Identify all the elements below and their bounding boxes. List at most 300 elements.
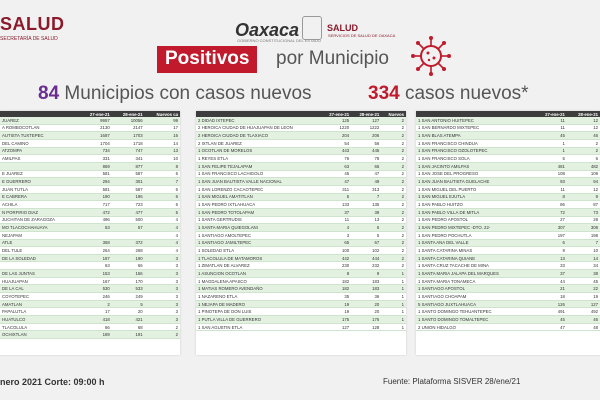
- value-cell: 264: [79, 247, 112, 255]
- table-row: [196, 193, 406, 201]
- municipio-name-cell: ACHILA: [0, 201, 79, 209]
- value-cell: 3: [145, 308, 180, 316]
- municipio-name-cell: AUTISTA TUXTEPEC: [0, 132, 79, 140]
- municipio-name-cell: DEL CAMINO: [0, 139, 79, 147]
- state-seal-icon: [302, 16, 322, 40]
- table-row: [416, 231, 600, 239]
- municipio-name-cell: 1 SAN JUAN BAUTISTA GUELACHE: [416, 178, 534, 186]
- value-cell: 65: [321, 239, 351, 247]
- municipio-name-cell: 1 SAN FRANCISCO SOLA: [416, 155, 534, 163]
- table-row: [0, 331, 180, 339]
- municipio-name-cell: 1 SAN MIGUEL EJUTLA: [416, 193, 534, 201]
- value-cell: 2: [381, 117, 406, 124]
- value-cell: 34: [567, 262, 600, 270]
- value-cell: 2: [381, 147, 406, 155]
- table-row: [0, 247, 180, 255]
- value-cell: 20: [351, 308, 381, 316]
- municipio-name-cell: 1 SANTA MARIA TONAMECA: [416, 277, 534, 285]
- value-cell: 246: [79, 293, 112, 301]
- value-cell: 533: [112, 285, 145, 293]
- value-cell: 76: [321, 155, 351, 163]
- municipio-name-cell: 1 SAN PABLO HUITZO: [416, 201, 534, 209]
- table-row: [416, 270, 600, 278]
- value-cell: 11: [534, 185, 567, 193]
- value-cell: 1: [381, 285, 406, 293]
- table-header-cell: 27-ene-21: [534, 111, 567, 117]
- value-cell: 1704: [79, 139, 112, 147]
- municipio-name-cell: 1 SAN ANTONIO HUITEPEC: [416, 117, 534, 124]
- table-row: [196, 293, 406, 301]
- municipio-name-cell: 1 SANTIAGO CHOAPAM: [416, 293, 534, 301]
- value-cell: 230: [321, 262, 351, 270]
- value-cell: 2: [79, 300, 112, 308]
- value-cell: 9: [351, 270, 381, 278]
- table-header-cell: 27-ene-21: [321, 111, 351, 117]
- municipio-name-cell: 1 SAN JACINTO AMILPAS: [416, 162, 534, 170]
- value-cell: 38: [567, 270, 600, 278]
- table-row: [0, 132, 180, 140]
- value-cell: 5: [145, 208, 180, 216]
- value-cell: 587: [112, 170, 145, 178]
- municipio-name-cell: DE LA SOLEDAD: [0, 254, 79, 262]
- municipio-name-cell: 1 SANTIAGO JAMILTEPEC: [196, 239, 321, 247]
- municipio-table: [196, 111, 406, 331]
- table-row: [196, 285, 406, 293]
- value-cell: 19: [567, 293, 600, 301]
- value-cell: 4: [145, 239, 180, 247]
- table-row: [0, 139, 180, 147]
- table-header-cell: 27-ene-21: [79, 111, 112, 117]
- value-cell: 1: [381, 270, 406, 278]
- value-cell: 1: [381, 323, 406, 331]
- table-row: [196, 239, 406, 247]
- table-row: [416, 208, 600, 216]
- municipio-name-cell: OCHIXTLAN: [0, 331, 79, 339]
- municipio-name-cell: 1 SAN PEDRO APOSTOL: [416, 216, 534, 224]
- value-cell: 491: [534, 308, 567, 316]
- municipio-name-cell: 1 SAN BERNARDO MIXTEPEC: [416, 124, 534, 132]
- value-cell: 2: [381, 239, 406, 247]
- table-row: [196, 185, 406, 193]
- value-cell: 22: [567, 285, 600, 293]
- value-cell: 442: [321, 254, 351, 262]
- municipio-name-cell: 1 SANTIAGO APOSTOL: [416, 285, 534, 293]
- value-cell: 48: [567, 323, 600, 331]
- table-row: [0, 193, 180, 201]
- municipio-name-cell: 1 SAN FRANCISCO OZOLOTEPEC: [416, 147, 534, 155]
- value-cell: 3: [145, 262, 180, 270]
- value-cell: 13: [145, 147, 180, 155]
- value-cell: 2: [381, 231, 406, 239]
- value-cell: 7: [351, 193, 381, 201]
- value-cell: 100: [321, 247, 351, 255]
- municipio-name-cell: 1 NEJAPA DE MADERO: [196, 300, 321, 308]
- table-row: [196, 231, 406, 239]
- table-row: [0, 162, 180, 170]
- municipio-name-cell: 1 SAN FRANCISCO LACHIGOLO: [196, 170, 321, 178]
- municipio-name-cell: MO TLACOCHAHUAYA: [0, 224, 79, 232]
- value-cell: 108: [534, 170, 567, 178]
- table-row: [196, 147, 406, 155]
- value-cell: 6: [145, 193, 180, 201]
- value-cell: 63: [321, 162, 351, 170]
- table-header-cell: 28-ene-21: [351, 111, 381, 117]
- table-header-cell: Nuevos ca: [145, 111, 180, 117]
- value-cell: 421: [112, 316, 145, 324]
- table-row: [416, 247, 600, 255]
- municipio-table: [416, 111, 600, 331]
- municipio-name-cell: JUAREZ: [0, 117, 79, 124]
- value-cell: 127: [351, 117, 381, 124]
- value-cell: 197: [534, 231, 567, 239]
- casos-summary: [368, 83, 529, 105]
- table-row: [196, 201, 406, 209]
- municipios-count: 84: [38, 83, 60, 104]
- value-cell: 869: [79, 162, 112, 170]
- value-cell: 445: [351, 147, 381, 155]
- value-cell: 3: [145, 285, 180, 293]
- value-cell: 133: [321, 201, 351, 209]
- table-row: [0, 117, 180, 124]
- value-cell: 153: [79, 270, 112, 278]
- oaxaca-logo-sub: GOBIERNO CONSTITUCIONAL DEL ESTADO: [237, 38, 321, 43]
- value-cell: 46: [567, 132, 600, 140]
- table-row: [0, 270, 180, 278]
- value-cell: 3: [321, 231, 351, 239]
- municipio-name-cell: [0, 262, 79, 270]
- value-cell: 1703: [112, 132, 145, 140]
- municipio-name-cell: NEJAPAM: [0, 231, 79, 239]
- source-note: Fuente: Plataforma SISVER 28/ene/21: [383, 377, 521, 386]
- municipio-name-cell: N PORFIRIO DIAZ: [0, 208, 79, 216]
- table-row: [416, 170, 600, 178]
- value-cell: 311: [321, 185, 351, 193]
- value-cell: 294: [79, 178, 112, 186]
- municipio-name-cell: 1 SAN PABLO VILLA DE MITLA: [416, 208, 534, 216]
- table-row: [196, 155, 406, 163]
- value-cell: 2: [381, 262, 406, 270]
- value-cell: 2: [381, 170, 406, 178]
- value-cell: 109: [567, 170, 600, 178]
- value-cell: 67: [351, 239, 381, 247]
- table-row: [0, 124, 180, 132]
- value-cell: 2: [145, 331, 180, 339]
- table-row: [196, 224, 406, 232]
- value-cell: 2: [567, 139, 600, 147]
- value-cell: 12: [567, 124, 600, 132]
- value-cell: 19: [321, 300, 351, 308]
- table-row: [196, 124, 406, 132]
- table-row: [0, 293, 180, 301]
- value-cell: 20: [112, 308, 145, 316]
- municipio-name-cell: 1 SAN LORENZO CACAOTEPEC: [196, 185, 321, 193]
- value-cell: 477: [112, 208, 145, 216]
- municipio-name-cell: 1 SAN PEDRO POCHUTLA: [416, 231, 534, 239]
- table-row: [0, 277, 180, 285]
- value-cell: 444: [351, 254, 381, 262]
- salud-logo-left-sub: SECRETARÍA DE SALUD: [0, 36, 58, 42]
- municipio-name-cell: TLACOLULA: [0, 323, 79, 331]
- value-cell: 14: [567, 254, 600, 262]
- value-cell: 8: [321, 270, 351, 278]
- value-cell: 877: [112, 162, 145, 170]
- municipio-name-cell: 1 SAN PEDRO IXTLAHUACA: [196, 201, 321, 209]
- municipio-name-cell: 1 REYES ETLA: [196, 155, 321, 163]
- table-row: [0, 208, 180, 216]
- value-cell: 47: [351, 170, 381, 178]
- table-row: [0, 254, 180, 262]
- value-cell: 204: [321, 132, 351, 140]
- cutoff-date: nero 2021 Corte: 09:00 h: [0, 377, 105, 387]
- value-cell: 176: [351, 316, 381, 324]
- title-highlight: Positivos: [157, 46, 257, 73]
- value-cell: 47: [534, 323, 567, 331]
- value-cell: 3: [145, 300, 180, 308]
- value-cell: 496: [79, 216, 112, 224]
- municipio-name-cell: 1 SANTA GERTRUDIS: [196, 216, 321, 224]
- table-row: [416, 201, 600, 209]
- municipio-name-cell: ATZOMPA: [0, 147, 79, 155]
- value-cell: 717: [79, 201, 112, 209]
- value-cell: 20: [351, 300, 381, 308]
- table-panel-3: [416, 111, 600, 355]
- table-row: [416, 117, 600, 124]
- value-cell: 183: [351, 277, 381, 285]
- value-cell: 86: [534, 201, 567, 209]
- table-row: [196, 308, 406, 316]
- table-row: [196, 170, 406, 178]
- value-cell: 368: [79, 239, 112, 247]
- value-cell: 11: [534, 124, 567, 132]
- municipio-table: [0, 111, 180, 339]
- value-cell: 198: [567, 231, 600, 239]
- municipio-name-cell: ATLE: [0, 239, 79, 247]
- value-cell: 102: [351, 247, 381, 255]
- salud-logo-left: [0, 14, 65, 42]
- table-row: [196, 254, 406, 262]
- table-row: [196, 270, 406, 278]
- table-row: [196, 117, 406, 124]
- municipio-name-cell: 1 TLACOLULA DE MATAMOROS: [196, 254, 321, 262]
- value-cell: 189: [79, 331, 112, 339]
- value-cell: 78: [351, 155, 381, 163]
- value-cell: 175: [321, 316, 351, 324]
- value-cell: 307: [534, 224, 567, 232]
- municipio-name-cell: 1 SAN JOSE DEL PROGRESO: [416, 170, 534, 178]
- value-cell: 2: [381, 216, 406, 224]
- value-cell: 6: [145, 201, 180, 209]
- municipio-name-cell: 2 HEROICA CIUDAD DE HUAJUAPAN DE LEON: [196, 124, 321, 132]
- table-row: [416, 293, 600, 301]
- table-header-cell: 28-ene-21: [112, 111, 145, 117]
- value-cell: 6: [145, 185, 180, 193]
- value-cell: 3: [145, 277, 180, 285]
- value-cell: 127: [321, 323, 351, 331]
- value-cell: 93: [534, 178, 567, 186]
- table-row: [416, 147, 600, 155]
- value-cell: 126: [534, 300, 567, 308]
- municipios-text: Municipios con casos nuevos: [64, 83, 312, 104]
- municipio-name-cell: 1 MATIAS ROMERO AVENDAÑO: [196, 285, 321, 293]
- table-row: [416, 193, 600, 201]
- municipio-name-cell: 2 UNION HIDALGO: [416, 323, 534, 331]
- municipio-name-cell: 1 SAN AGUSTIN ETLA: [196, 323, 321, 331]
- value-cell: 2147: [112, 124, 145, 132]
- municipio-name-cell: 1 SANTA ANA DEL VALLE: [416, 239, 534, 247]
- value-cell: 2: [381, 247, 406, 255]
- table-row: [196, 132, 406, 140]
- municipio-name-cell: 1 SANTO DOMINGO TEHUANTEPEC: [416, 308, 534, 316]
- table-row: [196, 247, 406, 255]
- value-cell: 1: [381, 316, 406, 324]
- oaxaca-logo: Oaxaca: [235, 20, 300, 40]
- value-cell: 372: [112, 239, 145, 247]
- value-cell: 6: [534, 239, 567, 247]
- municipio-name-cell: 1 PINOTEPA DE DON LUIS: [196, 308, 321, 316]
- value-cell: 268: [112, 247, 145, 255]
- value-cell: 182: [321, 277, 351, 285]
- table-row: [416, 124, 600, 132]
- salud-logo-right: SALUD: [327, 23, 358, 33]
- value-cell: 2: [381, 162, 406, 170]
- value-cell: 12: [567, 185, 600, 193]
- municipio-name-cell: 1 SANTA MARIA JALAPA DEL MARQUES: [416, 270, 534, 278]
- value-cell: 68: [112, 323, 145, 331]
- municipio-name-cell: 1 SANTIAGO AMOLTEPEC: [196, 231, 321, 239]
- value-cell: 500: [112, 216, 145, 224]
- value-cell: 2: [381, 201, 406, 209]
- value-cell: 492: [567, 308, 600, 316]
- value-cell: 1718: [112, 139, 145, 147]
- table-row: [196, 277, 406, 285]
- table-row: [416, 162, 600, 170]
- value-cell: 94: [567, 178, 600, 186]
- value-cell: 1: [381, 300, 406, 308]
- value-cell: 66: [79, 323, 112, 331]
- table-row: [196, 139, 406, 147]
- value-cell: 196: [112, 193, 145, 201]
- value-cell: 2: [381, 124, 406, 132]
- municipio-name-cell: DEL TULE: [0, 247, 79, 255]
- value-cell: 156: [112, 270, 145, 278]
- value-cell: 4: [145, 231, 180, 239]
- value-cell: 1: [534, 147, 567, 155]
- value-cell: 481: [534, 162, 567, 170]
- value-cell: 53: [79, 224, 112, 232]
- municipio-name-cell: 1 SAN MIGUEL DEL PUERTO: [416, 185, 534, 193]
- municipio-name-cell: 1 SAN PEDRO MIXTEPEC -DTO. 22-: [416, 224, 534, 232]
- value-cell: 167: [79, 277, 112, 285]
- value-cell: 301: [112, 178, 145, 186]
- municipio-name-cell: 1 SANTA CATARINA QUIANE: [416, 254, 534, 262]
- value-cell: 587: [112, 185, 145, 193]
- table-row: [0, 323, 180, 331]
- value-cell: 723: [112, 201, 145, 209]
- value-cell: 17: [79, 308, 112, 316]
- value-cell: 2130: [79, 124, 112, 132]
- table-row: [0, 178, 180, 186]
- value-cell: 3: [145, 293, 180, 301]
- table-row: [0, 185, 180, 193]
- value-cell: 1220: [321, 124, 351, 132]
- municipio-name-cell: 1 NAZARENO ETLA: [196, 293, 321, 301]
- value-cell: 183: [351, 285, 381, 293]
- municipio-name-cell: 1 SANTO DOMINGO TOMALTEPEC: [416, 316, 534, 324]
- value-cell: 443: [321, 147, 351, 155]
- municipio-name-cell: 2 HEROICA CIUDAD DE TLAXIACO: [196, 132, 321, 140]
- municipio-name-cell: 1 SAN MIGUEL AMATITLAN: [196, 193, 321, 201]
- value-cell: 331: [79, 155, 112, 163]
- table-row: [0, 201, 180, 209]
- municipio-name-cell: 1 MAGDALENA APASCO: [196, 277, 321, 285]
- table-panel-2: [196, 111, 406, 355]
- value-cell: 747: [112, 147, 145, 155]
- value-cell: 9: [567, 193, 600, 201]
- value-cell: 2: [381, 155, 406, 163]
- value-cell: 37: [534, 270, 567, 278]
- table-row: [0, 231, 180, 239]
- table-row: [196, 216, 406, 224]
- value-cell: 56: [351, 139, 381, 147]
- table-row: [0, 308, 180, 316]
- value-cell: 49: [351, 178, 381, 186]
- table-row: [0, 239, 180, 247]
- municipio-name-cell: 2 DIDAD IXTEPEC: [196, 117, 321, 124]
- value-cell: [79, 231, 112, 239]
- municipio-name-cell: 1 SANTA CRUZ TACACHE DE MINA: [416, 262, 534, 270]
- table-row: [0, 316, 180, 324]
- table-row: [196, 300, 406, 308]
- value-cell: 3: [145, 270, 180, 278]
- municipios-summary: [38, 83, 312, 105]
- table-row: [0, 216, 180, 224]
- value-cell: 13: [534, 254, 567, 262]
- municipio-name-cell: 1 SAN FRANCISCO CHINDUA: [416, 139, 534, 147]
- municipio-name-cell: COYOTEPEC: [0, 293, 79, 301]
- table-row: [0, 147, 180, 155]
- value-cell: 2: [145, 323, 180, 331]
- municipio-name-cell: 1 ZIMATLAN DE ALVAREZ: [196, 262, 321, 270]
- table-row: [416, 254, 600, 262]
- value-cell: 87: [567, 201, 600, 209]
- value-cell: 170: [112, 277, 145, 285]
- value-cell: 5: [351, 231, 381, 239]
- value-cell: 19: [321, 308, 351, 316]
- table-row: [416, 323, 600, 331]
- value-cell: 2: [381, 132, 406, 140]
- value-cell: 57: [112, 224, 145, 232]
- value-cell: 44: [534, 277, 567, 285]
- value-cell: 190: [112, 254, 145, 262]
- municipio-name-cell: 1 SANTA MARIA QUIEGOLANI: [196, 224, 321, 232]
- table-row: [196, 316, 406, 324]
- value-cell: 2: [381, 254, 406, 262]
- value-cell: 5: [112, 300, 145, 308]
- value-cell: 206: [351, 132, 381, 140]
- value-cell: 2: [381, 185, 406, 193]
- municipio-name-cell: 1 SAN FELIPE TEJALAPAM: [196, 162, 321, 170]
- value-cell: 9: [534, 247, 567, 255]
- municipio-name-cell: 1 ASUNCION OCOTLAN: [196, 270, 321, 278]
- table-row: [0, 155, 180, 163]
- table-row: [416, 178, 600, 186]
- value-cell: 2: [381, 178, 406, 186]
- value-cell: 341: [112, 155, 145, 163]
- value-cell: 7: [145, 178, 180, 186]
- municipio-name-cell: HUAJUAPAN: [0, 277, 79, 285]
- value-cell: 4: [145, 247, 180, 255]
- table-row: [196, 323, 406, 331]
